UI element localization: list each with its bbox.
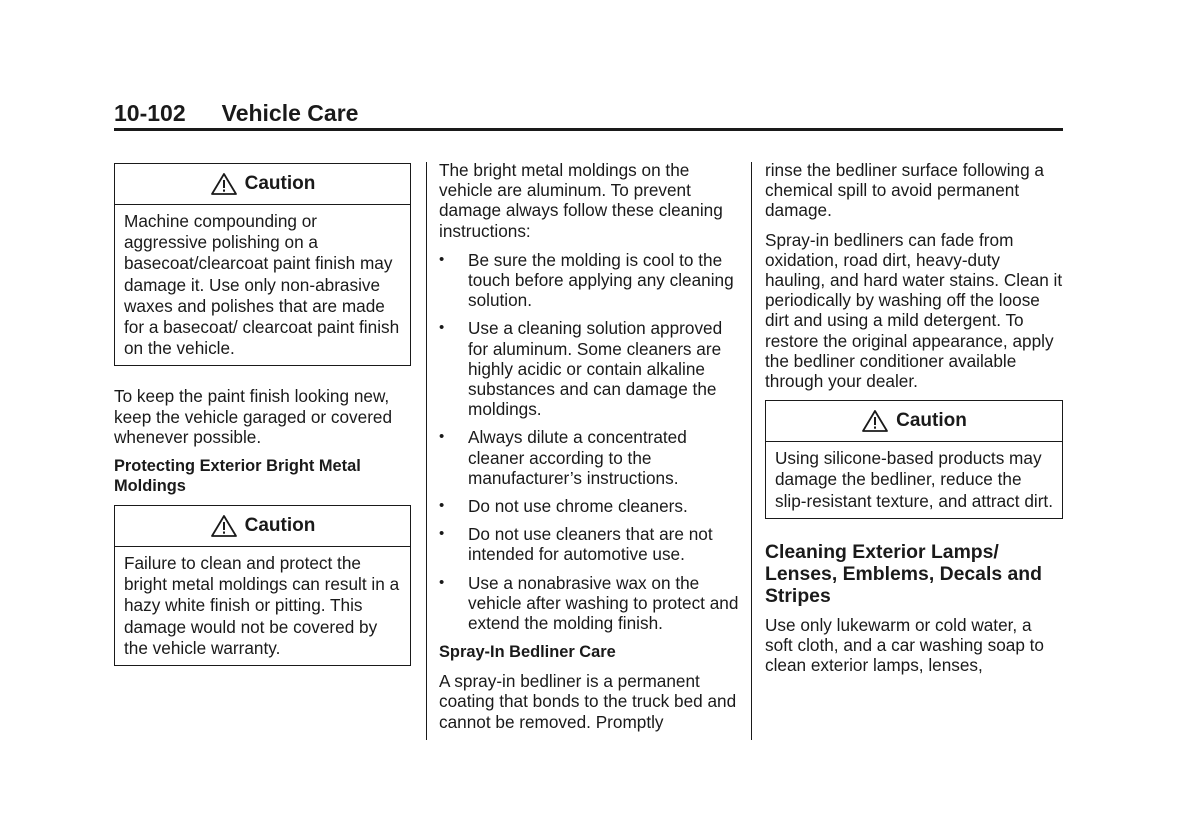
column-2 <box>439 160 739 741</box>
bullet-icon: • <box>439 428 445 446</box>
paragraph: rinse the bedliner surface following a chemical spill to avoid permanent damage. <box>765 160 1044 221</box>
bullet-icon: • <box>439 319 445 337</box>
caution-box <box>114 163 411 366</box>
caution-header <box>115 164 410 205</box>
paragraph: Spray-in bedliners can fade from oxidation, road dirt, heavy-duty hauling, and hard water stains. Clean it periodically by washing off the loose dirt and using a mild detergent. To restore the original appearance, apply the bedliner conditioner available through your dealer. <box>765 229 1063 392</box>
column-3 <box>765 160 1063 684</box>
subheading: Protecting Exterior Bright Metal Moldings <box>114 457 361 496</box>
section-heading: Cleaning Exterior Lamps/ Lenses, Emblems, Decals and Stripes <box>765 540 1042 607</box>
caution-header <box>766 401 1062 442</box>
page-number: 10-102 <box>114 100 186 126</box>
list-item <box>439 427 739 488</box>
caution-text: Machine compounding or aggressive polishing on a basecoat/clearcoat paint finish may damage it. Use only non-abrasive waxes and polishes that are made for a basecoat/ clearcoat paint finish on the vehicle. <box>124 211 400 359</box>
subheading: Spray-In Bedliner Care <box>439 643 616 662</box>
caution-header <box>115 506 410 547</box>
caution-text: Failure to clean and protect the bright metal moldings can result in a hazy white finish or pitting. This damage would not be covered by the vehicle warranty. <box>124 553 400 658</box>
list-item <box>439 573 739 634</box>
caution-box <box>765 400 1063 519</box>
caution-box <box>114 505 411 666</box>
warning-triangle-icon <box>861 409 889 433</box>
caution-text: Using silicone-based products may damage the bedliner, reduce the slip-resistant texture, and attract dirt. <box>775 448 1053 511</box>
section-title: Vehicle Care <box>221 100 359 126</box>
list-item <box>439 496 739 516</box>
bullet-icon: • <box>439 250 445 268</box>
paragraph: To keep the paint finish looking new, keep the vehicle garaged or covered whenever possible. <box>114 386 393 447</box>
list-item <box>439 318 739 419</box>
column-divider <box>751 162 752 740</box>
column-1 <box>114 160 411 686</box>
header-rule <box>114 128 1063 131</box>
list-item-text: Use a cleaning solution approved for aluminum. Some cleaners are highly acidic or contain alkaline substances and can damage the moldings. <box>468 318 723 420</box>
paragraph: A spray-in bedliner is a permanent coating that bonds to the truck bed and cannot be removed. Promptly <box>439 671 737 732</box>
bullet-icon: • <box>439 573 445 591</box>
column-divider <box>426 162 427 740</box>
page-header <box>114 98 1063 128</box>
caution-label: Caution <box>244 173 316 194</box>
bullet-icon: • <box>439 525 445 543</box>
list-item <box>439 524 739 564</box>
list-item-text: Be sure the molding is cool to the touch before applying any cleaning solution. <box>468 249 734 311</box>
list-item-text: Do not use cleaners that are not intended for automotive use. <box>468 524 713 565</box>
list-item-text: Use a nonabrasive wax on the vehicle after washing to protect and extend the molding finish. <box>468 572 739 634</box>
cleaning-instructions-list <box>439 250 739 633</box>
paragraph: The bright metal moldings on the vehicle are aluminum. To prevent damage always follow these cleaning instructions: <box>439 160 723 241</box>
warning-triangle-icon <box>210 172 238 196</box>
caution-label: Caution <box>244 515 316 537</box>
paragraph: Use only lukewarm or cold water, a soft cloth, and a car washing soap to clean exterior lamps, lenses, <box>765 614 1044 676</box>
warning-triangle-icon <box>210 514 238 538</box>
caution-label: Caution <box>896 410 967 432</box>
list-item-text: Always dilute a concentrated cleaner according to the manufacturer’s instructions. <box>468 427 687 488</box>
bullet-icon: • <box>439 497 445 515</box>
list-item-text: Do not use chrome cleaners. <box>468 496 688 517</box>
list-item <box>439 250 739 311</box>
